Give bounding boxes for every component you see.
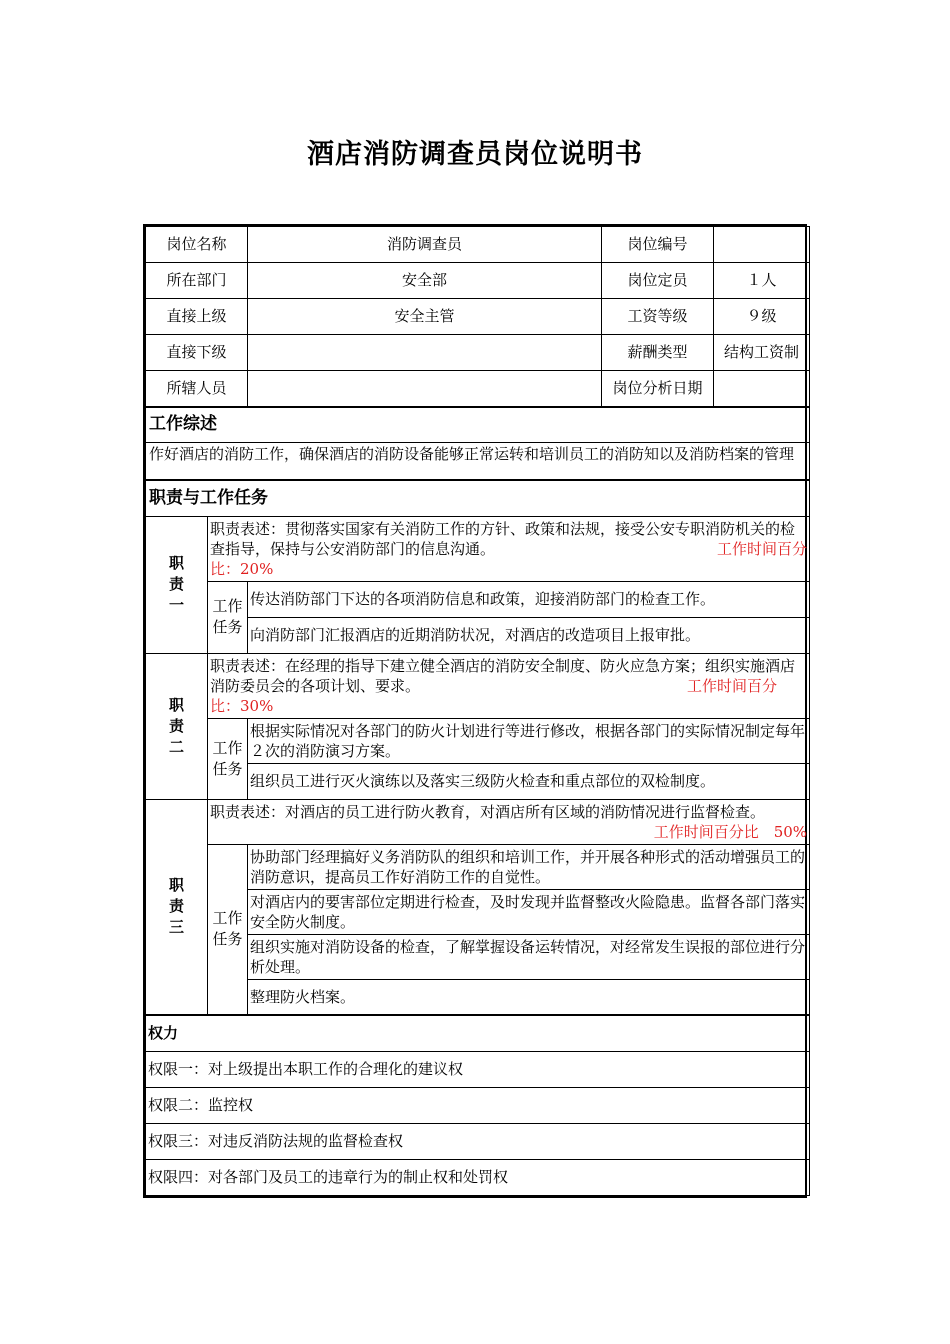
duty-3-task: 协助部门经理搞好义务消防队的组织和培训工作，并开展各种形式的活动增强员工的消防意识，提高员工作好消防工作的自觉性。: [248, 844, 810, 889]
duty-3-task-label-text: 工作任务: [212, 909, 243, 949]
info-value: １人: [714, 263, 810, 299]
info-label: 所在部门: [146, 263, 248, 299]
duty-1-task: 传达消防部门下达的各项消防信息和政策，迎接消防部门的检查工作。: [248, 581, 810, 617]
info-row: [146, 299, 810, 335]
duty-1-task-label: [208, 581, 248, 653]
basic-info: [146, 227, 810, 407]
duty-2-label-text: 职责二: [169, 695, 185, 756]
info-value: [714, 227, 810, 263]
duty-2-task-label-text: 工作任务: [212, 738, 243, 778]
duty-2-percent-b: 比：30%: [210, 696, 274, 715]
page-title: 酒店消防调查员岗位说明书: [307, 139, 643, 170]
summary-heading: 工作综述: [146, 407, 810, 443]
job-description-table: [143, 224, 807, 1198]
duty-3-description: [208, 799, 810, 844]
duty-3-task-label: [208, 844, 248, 1015]
summary-text-cell: [146, 443, 810, 481]
duties-heading: 职责与工作任务: [146, 480, 810, 516]
duty-1-percent-a: 工作时间百分: [717, 539, 808, 558]
info-value: 安全主管: [248, 299, 602, 335]
duty-1-task-label-text: 工作任务: [212, 597, 243, 636]
info-label: 岗位名称: [146, 227, 248, 263]
summary-text: 作好酒店的消防工作，确保酒店的消防设备能够正常运转和培训员工的消防知以及消防档案的管理: [149, 445, 795, 463]
info-label: 岗位编号: [602, 227, 714, 263]
duty-2-percent-a: 工作时间百分: [687, 676, 778, 695]
duty-2-desc-text: 职责表述：在经理的指导下建立健全酒店的消防安全制度、防火应急方案；组织实施酒店消防委员会的各项计划、要求。: [210, 656, 796, 695]
duty-2-label: [146, 653, 208, 799]
info-label: 直接下级: [146, 335, 248, 371]
info-row: [146, 227, 810, 263]
duty-1-label-text: 职责一: [169, 554, 185, 614]
power-item: 权限四：对各部门及员工的违章行为的制止权和处罚权: [146, 1159, 810, 1195]
info-value: 结构工资制: [714, 335, 810, 371]
info-row: [146, 263, 810, 299]
info-value: 消防调查员: [248, 227, 602, 263]
info-value: [248, 371, 602, 407]
info-value: [714, 371, 810, 407]
power-item: 权限二：监控权: [146, 1087, 810, 1123]
info-value: 安全部: [248, 263, 602, 299]
info-row: [146, 335, 810, 371]
duty-3-percent: 工作时间百分比 50%: [653, 822, 808, 841]
duty-3-task: 对酒店内的要害部位定期进行检查，及时发现并监督整改火险隐患。监督各部门落实安全防火制度。: [248, 889, 810, 934]
info-row: [146, 371, 810, 407]
info-value: [248, 335, 602, 371]
power-heading: 权力: [146, 1015, 810, 1051]
duty-1-task: 向消防部门汇报酒店的近期消防状况，对酒店的改造项目上报审批。: [248, 617, 810, 653]
info-label: 薪酬类型: [602, 335, 714, 371]
duty-2-task: 根据实际情况对各部门的防火计划进行等进行修改，根据各部门的实际情况制定每年２次的消防演习方案。: [248, 718, 810, 763]
duty-2-task-label: [208, 718, 248, 799]
power-item: 权限三：对违反消防法规的监督检查权: [146, 1123, 810, 1159]
duty-1-desc-text: 职责表述：贯彻落实国家有关消防工作的方针、政策和法规，接受公安专职消防机关的检查指导，保持与公安消防部门的信息沟通。: [210, 519, 796, 558]
duty-1-percent-b: 比：20%: [210, 559, 274, 578]
info-label: 直接上级: [146, 299, 248, 335]
duty-3-desc-text: 职责表述：对酒店的员工进行防火教育，对酒店所有区域的消防情况进行监督检查。: [210, 802, 766, 821]
info-label: 岗位分析日期: [602, 371, 714, 407]
duty-1-label: [146, 516, 208, 653]
info-value: ９级: [714, 299, 810, 335]
duty-3-label: [146, 799, 208, 1015]
duty-3-label-text: 职责三: [169, 876, 185, 937]
duty-3-task: 组织实施对消防设备的检查，了解掌握设备运转情况，对经常发生误报的部位进行分析处理。: [248, 934, 810, 979]
info-label: 所辖人员: [146, 371, 248, 407]
duty-2-description: [208, 653, 810, 718]
duty-3-task: 整理防火档案。: [248, 979, 810, 1015]
power-item: 权限一：对上级提出本职工作的合理化的建议权: [146, 1051, 810, 1087]
info-label: 工资等级: [602, 299, 714, 335]
duty-1-description: [208, 516, 810, 581]
duty-2-task: 组织员工进行灭火演练以及落实三级防火检查和重点部位的双检制度。: [248, 763, 810, 799]
info-label: 岗位定员: [602, 263, 714, 299]
